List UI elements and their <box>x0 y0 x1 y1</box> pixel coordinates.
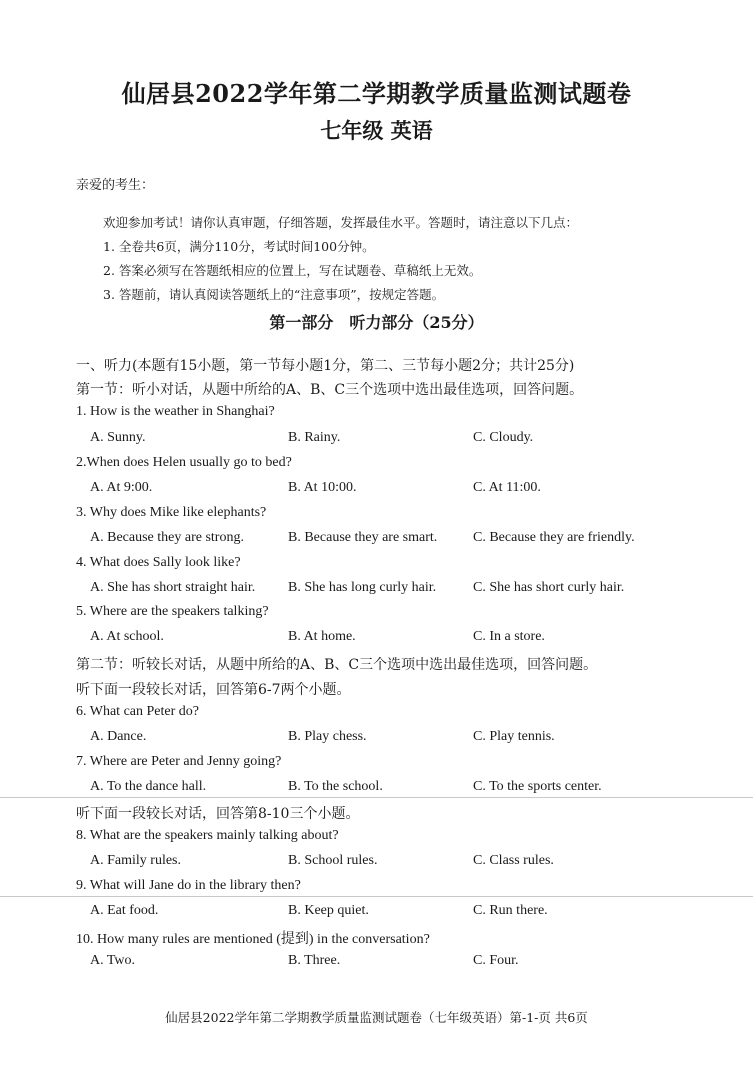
question-10: 10. How many rules are mentioned (提到) in the conversation? <box>76 932 430 947</box>
q10-option-c: C. Four. <box>473 953 519 968</box>
q9-option-b: B. Keep quiet. <box>288 903 369 918</box>
section2-instruction: 第二节：听较长对话，从题中所给的A、B、C三个选项中选出最佳选项，回答问题。 <box>76 657 598 673</box>
q6-option-c: C. Play tennis. <box>473 729 555 744</box>
q4-option-b: B. She has long curly hair. <box>288 580 437 595</box>
question-9: 9. What will Jane do in the library then? <box>76 878 301 893</box>
q7-option-b: B. To the school. <box>288 779 383 794</box>
scan-line <box>0 896 753 897</box>
q5-option-c: C. In a store. <box>473 629 545 644</box>
note-2: 2. 答案必须写在答题纸相应的位置上，写在试题卷、草稿纸上无效。 <box>103 263 482 278</box>
section-intro: 一、听力(本题有15小题，第一节每小题1分，第二、三节每小题2分；共计25分) <box>76 358 575 374</box>
q10-option-a: A. Two. <box>90 953 136 968</box>
q3-option-a: A. Because they are strong. <box>90 530 244 545</box>
greeting: 亲爱的考生： <box>76 178 155 193</box>
q7-option-a: A. To the dance hall. <box>90 779 207 794</box>
q2-option-c: C. At 11:00. <box>473 480 541 495</box>
q3-option-b: B. Because they are smart. <box>288 530 438 545</box>
note-1: 1. 全卷共6页，满分110分，考试时间100分钟。 <box>103 239 375 254</box>
note-intro: 欢迎参加考试！请你认真审题，仔细答题，发挥最佳水平。答题时，请注意以下几点： <box>103 215 579 230</box>
exam-title: 仙居县2022学年第二学期教学质量监测试题卷 <box>121 79 632 108</box>
question-8: 8. What are the speakers mainly talking about? <box>76 828 339 843</box>
section1-instruction: 第一节：听小对话，从题中所给的A、B、C三个选项中选出最佳选项，回答问题。 <box>76 382 584 398</box>
question-3: 3. Why does Mike like elephants? <box>76 505 267 520</box>
question-5: 5. Where are the speakers talking? <box>76 604 269 619</box>
q1-option-a: A. Sunny. <box>90 430 146 445</box>
question-6: 6. What can Peter do? <box>76 704 199 719</box>
group1-instruction: 听下面一段较长对话，回答第6-7两个小题。 <box>76 682 351 698</box>
q8-option-c: C. Class rules. <box>473 853 554 868</box>
note-3: 3. 答题前，请认真阅读答题纸上的“注意事项”，按规定答题。 <box>103 287 445 302</box>
q9-option-c: C. Run there. <box>473 903 548 918</box>
question-7: 7. Where are Peter and Jenny going? <box>76 754 282 769</box>
q9-option-a: A. Eat food. <box>90 903 159 918</box>
q5-option-b: B. At home. <box>288 629 356 644</box>
q8-option-a: A. Family rules. <box>90 853 181 868</box>
q6-option-b: B. Play chess. <box>288 729 367 744</box>
q1-option-b: B. Rainy. <box>288 430 341 445</box>
q2-option-a: A. At 9:00. <box>90 480 153 495</box>
group2-instruction: 听下面一段较长对话，回答第8-10三个小题。 <box>76 806 360 822</box>
q10-option-b: B. Three. <box>288 953 341 968</box>
page-footer: 仙居县2022学年第二学期教学质量监测试题卷（七年级英语）第-1-页 共6页 <box>165 1010 588 1025</box>
question-2: 2.When does Helen usually go to bed? <box>76 455 292 470</box>
exam-subtitle: 七年级 英语 <box>320 118 433 143</box>
q4-option-a: A. She has short straight hair. <box>90 580 256 595</box>
q8-option-b: B. School rules. <box>288 853 378 868</box>
q7-option-c: C. To the sports center. <box>473 779 602 794</box>
question-1: 1. How is the weather in Shanghai? <box>76 404 275 419</box>
q4-option-c: C. She has short curly hair. <box>473 580 625 595</box>
q6-option-a: A. Dance. <box>90 729 147 744</box>
q1-option-c: C. Cloudy. <box>473 430 534 445</box>
scan-line <box>0 797 753 798</box>
q5-option-a: A. At school. <box>90 629 164 644</box>
part-title: 第一部分 听力部分（25分） <box>269 313 484 332</box>
q2-option-b: B. At 10:00. <box>288 480 357 495</box>
question-4: 4. What does Sally look like? <box>76 555 241 570</box>
q3-option-c: C. Because they are friendly. <box>473 530 635 545</box>
